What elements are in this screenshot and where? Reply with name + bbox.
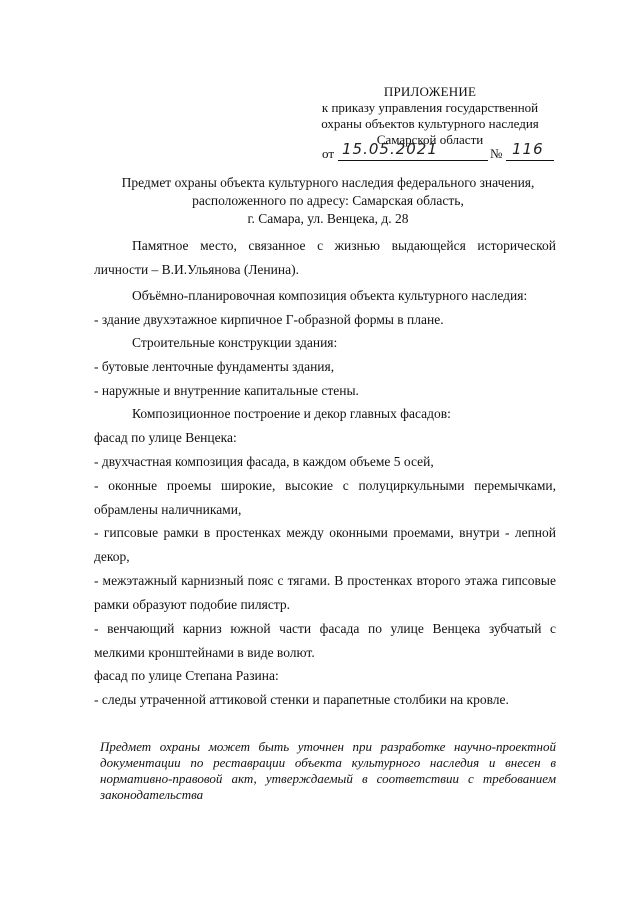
handwritten-date: 15.05.2021 <box>342 140 438 158</box>
appendix-line: Самарской области <box>376 132 484 147</box>
list-item: - венчающий карниз южной части фасада по улице Венцека зубчатый с мелкими кронштейнами в виде волют. <box>94 621 556 660</box>
number-prefix: № <box>490 146 503 161</box>
title-line: расположенного по адресу: Самарская область, <box>192 193 464 208</box>
paragraph-heading-volume: Объёмно-планировочная композиция объекта культурного наследия: <box>132 288 528 303</box>
list-item: - гипсовые рамки в простенках между оконными проемами, внутри - лепной декор, <box>94 525 556 564</box>
list-item: - двухчастная композиция фасада, в каждом объеме 5 осей, <box>94 454 434 469</box>
appendix-line: охраны объектов культурного наследия <box>321 116 539 131</box>
title-line: г. Самара, ул. Венцека, д. 28 <box>247 211 409 226</box>
list-item: - наружные и внутренние капитальные стены. <box>94 383 359 398</box>
title-line: Предмет охраны объекта культурного наследия федерального значения, <box>121 175 535 190</box>
handwritten-number: 116 <box>512 140 544 158</box>
paragraph-heading-structure: Строительные конструкции здания: <box>132 335 338 350</box>
appendix-title: ПРИЛОЖЕНИЕ <box>383 84 477 99</box>
appendix-line: к приказу управления государственной <box>321 100 539 115</box>
order-date-number-line <box>322 140 554 162</box>
paragraph-heading-facades: Композиционное построение и декор главных фасадов: <box>132 406 451 421</box>
list-item: - оконные проемы широкие, высокие с полуциркульными перемычками, обрамлены наличниками, <box>94 478 556 517</box>
paragraph-memorial-place: Памятное место, связанное с жизнью выдающейся исторической личности – В.И.Ульянова (Ленина). <box>94 238 556 277</box>
number-underline <box>506 160 554 161</box>
facade-subheading: фасад по улице Степана Разина: <box>94 668 279 683</box>
document-title <box>100 174 556 228</box>
list-item: - здание двухэтажное кирпичное Г-образной формы в плане. <box>94 312 444 327</box>
list-item: - бутовые ленточные фундаменты здания, <box>94 359 335 374</box>
date-underline <box>338 160 488 161</box>
list-item: - межэтажный карнизный пояс с тягами. В простенках второго этажа гипсовые рамки образуют подобие пилястр. <box>94 573 556 612</box>
appendix-header <box>300 84 560 148</box>
list-item: - следы утраченной аттиковой стенки и парапетные столбики на кровле. <box>94 692 509 707</box>
footnote-note: Предмет охраны может быть уточнен при разработке научно-проектной документации по реставрации объекта культурного наследия и внесен в нормативно-правовой акт, утверждаемый в соответствии с требованием законодательства <box>100 739 556 802</box>
facade-subheading: фасад по улице Венцека: <box>94 430 237 445</box>
date-prefix: от <box>322 146 335 161</box>
